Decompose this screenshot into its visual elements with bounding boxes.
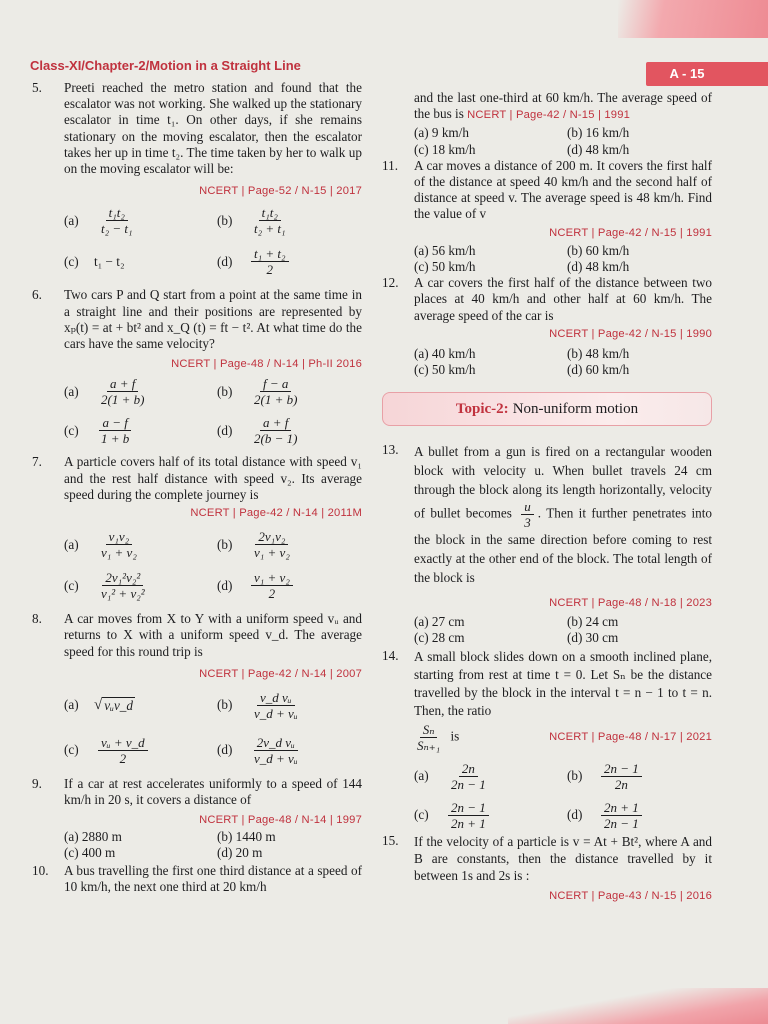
numerator: a + f xyxy=(107,376,138,392)
left-column xyxy=(32,80,362,895)
question-text: A bullet from a gun is fired on a rectangular wooden block with velocity u. When bullet travels 24 cm through the block along its length horizontally, velocity of bullet becomes xyxy=(414,444,712,521)
option-label: (c) xyxy=(64,253,79,269)
option-a[interactable] xyxy=(64,690,209,721)
option-c[interactable]: (c) 400 m xyxy=(64,844,116,860)
right-column xyxy=(382,80,712,904)
option-a[interactable]: (a) 40 km/h xyxy=(414,346,476,362)
ncert-reference: NCERT | Page-42 / N-15 | 1991 xyxy=(549,226,712,239)
numerator: 2n − 1 xyxy=(601,761,642,777)
option-b[interactable] xyxy=(217,690,362,721)
option-label: (a) xyxy=(64,536,79,552)
option-label: (b) xyxy=(217,697,233,713)
option-label: (c) xyxy=(64,422,79,438)
option-b[interactable] xyxy=(217,205,362,236)
question-14 xyxy=(382,648,712,831)
fraction xyxy=(98,735,148,766)
ncert-reference: NCERT | Page-42 / N-15 | 1991 xyxy=(467,109,631,122)
numerator: 2v₁²v₂² xyxy=(102,570,143,586)
option-b[interactable]: (b) 16 km/h xyxy=(567,125,630,141)
question-text: A bus travelling the first one third distance at a speed of 10 km/h, the next one third at 20 km/h xyxy=(64,863,362,895)
option-c[interactable]: (c) 50 km/h xyxy=(414,362,476,378)
denominator: v_d + vᵤ xyxy=(254,751,298,767)
corner-decoration xyxy=(618,0,768,38)
option-label: (c) xyxy=(64,742,79,758)
bottom-corner-decoration xyxy=(508,988,768,1024)
option-a[interactable] xyxy=(64,376,209,407)
option-label: (d) xyxy=(217,253,233,269)
option-label: (d) xyxy=(567,807,583,823)
option-d[interactable] xyxy=(567,800,712,831)
option-label: (b) xyxy=(217,383,233,399)
ncert-reference: NCERT | Page-48 / N-18 | 2023 xyxy=(549,597,712,610)
option-c[interactable]: (c) 18 km/h xyxy=(414,141,476,157)
option-c[interactable]: (c) 28 cm xyxy=(414,629,465,645)
option-label: (b) xyxy=(217,536,233,552)
numerator: t₁t₂ xyxy=(106,205,128,221)
denominator: 2n − 1 xyxy=(451,777,486,793)
denominator: v_d + vᵤ xyxy=(254,706,298,722)
fraction xyxy=(601,800,642,831)
question-text: A small block slides down on a smooth inclined plane, starting from rest at time t = 0. Let Sₙ be the distance travelled by the block in the interval t = n − 1 to t = n. Then, the ratio xyxy=(414,649,712,719)
option-text: t₁ − t₂ xyxy=(94,253,125,269)
fraction xyxy=(251,205,289,236)
option-label: (b) xyxy=(567,768,583,784)
option-b[interactable] xyxy=(567,761,712,792)
option-a[interactable]: (a) 9 km/h xyxy=(414,125,469,141)
question-10 xyxy=(32,863,362,895)
denominator: 2n − 1 xyxy=(604,816,639,832)
option-b[interactable]: (b) 24 cm xyxy=(567,613,619,629)
numerator: 2v_d vᵤ xyxy=(254,735,298,751)
option-d[interactable]: (d) 48 km/h xyxy=(567,259,630,275)
ratio-fraction xyxy=(414,722,443,753)
option-c[interactable]: (c) 50 km/h xyxy=(414,259,476,275)
numerator: vᵤ + v_d xyxy=(98,735,148,751)
option-label: (a) xyxy=(64,212,79,228)
denominator: t₂ − t₁ xyxy=(101,221,133,237)
fraction xyxy=(521,499,534,530)
option-d[interactable]: (d) 20 m xyxy=(217,844,263,860)
ncert-reference: NCERT | Page-42 / N-15 | 1990 xyxy=(549,327,712,340)
denominator: 2(b − 1) xyxy=(254,431,298,447)
option-d[interactable]: (d) 30 cm xyxy=(567,629,619,645)
question-number: 9. xyxy=(32,776,42,792)
question-text-continued: . Then it further penetrates into the block in the same direction before coming to rest exactly at the other end of the block. The total length of the block is xyxy=(414,505,712,586)
option-d[interactable] xyxy=(217,735,362,766)
question-9 xyxy=(32,776,362,861)
option-a[interactable] xyxy=(64,529,209,560)
ncert-reference: NCERT | Page-42 / N-14 | 2007 xyxy=(199,667,362,680)
option-b[interactable]: (b) 48 km/h xyxy=(567,346,630,362)
option-c[interactable] xyxy=(64,415,209,446)
question-number: 8. xyxy=(32,611,42,627)
sqrt-symbol: √ xyxy=(94,697,103,714)
question-text: A car moves a distance of 200 m. It covers the first half of the distance at speed 40 km/h and the second half of distance at speed v. The average speed is 48 km/h. Find the value of v xyxy=(414,157,712,222)
numerator: 2n − 1 xyxy=(448,800,489,816)
numerator: t₁ + t₂ xyxy=(251,246,289,262)
option-label: (c) xyxy=(414,807,429,823)
question-number: 11. xyxy=(382,157,398,173)
option-a[interactable]: (a) 56 km/h xyxy=(414,242,476,258)
fraction xyxy=(448,761,489,792)
question-number: 6. xyxy=(32,287,42,303)
question-8 xyxy=(32,611,362,766)
topic-title: Non-uniform motion xyxy=(512,401,639,418)
fraction xyxy=(251,570,293,601)
numerator: 2v₁v₂ xyxy=(255,529,288,545)
fraction xyxy=(98,529,140,560)
topic-banner xyxy=(382,392,712,426)
page-number: A - 15 xyxy=(669,66,705,81)
option-c[interactable] xyxy=(64,570,209,601)
ncert-reference: NCERT | Page-48 / N-17 | 2021 xyxy=(549,731,712,744)
option-label: (d) xyxy=(217,422,233,438)
option-c[interactable] xyxy=(414,800,559,831)
denominator: 2 xyxy=(266,262,274,278)
denominator: v₁ + v₂ xyxy=(254,545,290,561)
option-label: (d) xyxy=(217,577,233,593)
sqrt-content: vᵤv_d xyxy=(104,697,133,713)
topic-label: Topic-2: xyxy=(455,401,509,418)
question-10-continued xyxy=(382,90,712,158)
question-11 xyxy=(382,158,712,275)
fraction xyxy=(251,529,293,560)
option-a[interactable]: (a) 27 cm xyxy=(414,613,465,629)
numerator: v₁v₂ xyxy=(106,529,133,545)
fraction xyxy=(251,690,301,721)
question-6 xyxy=(32,287,362,446)
numerator: t₁t₂ xyxy=(259,205,281,221)
chapter-header: Class-XI/Chapter-2/Motion in a Straight Line xyxy=(30,58,301,73)
option-d[interactable] xyxy=(217,246,362,277)
option-a[interactable]: (a) 2880 m xyxy=(64,828,122,844)
option-b[interactable]: (b) 60 km/h xyxy=(567,242,630,258)
numerator: Sₙ xyxy=(420,722,438,738)
option-c[interactable] xyxy=(64,246,209,277)
question-number: 10. xyxy=(32,863,49,879)
fraction xyxy=(98,205,136,236)
ratio-is-text: is xyxy=(450,728,460,744)
option-b[interactable] xyxy=(217,376,362,407)
denominator: 2(1 + b) xyxy=(254,392,298,408)
denominator: v₁² + v₂² xyxy=(101,586,145,602)
numerator: v₁ + v₂ xyxy=(251,570,293,586)
fraction xyxy=(98,570,148,601)
question-number: 5. xyxy=(32,80,42,95)
option-a[interactable] xyxy=(414,761,559,792)
question-text: A car covers the first half of the distance between two places at 40 km/h and other half at 60 km/h. The average speed of the car is xyxy=(414,275,712,323)
question-number: 7. xyxy=(32,454,42,470)
fraction xyxy=(251,376,300,407)
denominator: 2n xyxy=(614,777,628,793)
option-a[interactable] xyxy=(64,205,209,236)
question-number: 12. xyxy=(382,275,399,291)
ncert-reference: NCERT | Page-43 / N-15 | 2016 xyxy=(549,890,712,903)
question-15 xyxy=(382,833,712,904)
numerator: f − a xyxy=(260,376,291,392)
question-13 xyxy=(382,442,712,646)
ncert-reference: NCERT | Page-48 / N-14 | Ph-II 2016 xyxy=(171,358,362,371)
denominator: Sₙ₊₁ xyxy=(417,738,441,754)
option-d[interactable]: (d) 60 km/h xyxy=(567,362,630,378)
denominator: 2(1 + b) xyxy=(101,392,145,408)
fraction xyxy=(98,376,147,407)
option-b[interactable]: (b) 1440 m xyxy=(217,828,276,844)
denominator: 2 xyxy=(268,586,276,602)
question-number: 15. xyxy=(382,833,399,849)
numerator: a + f xyxy=(260,415,291,431)
question-text: A car moves from X to Y with a uniform speed vᵤ and returns to X with a uniform speed v_d. The average speed for this round trip is xyxy=(64,611,362,659)
numerator: u xyxy=(521,499,534,515)
denominator: 2 xyxy=(119,751,127,767)
question-text: If a car at rest accelerates uniformly to a speed of 144 km/h in 20 s, it covers a distance of xyxy=(64,776,362,808)
option-label: (b) xyxy=(217,212,233,228)
question-text: If the velocity of a particle is v = At + Bt², where A and B are constants, then the distance travelled by it between 1s and 2s is : xyxy=(414,834,712,884)
question-text: and the last one-third at 60 km/h. The average speed of the bus is xyxy=(414,90,712,122)
denominator: 2n + 1 xyxy=(451,816,486,832)
numerator: 2n xyxy=(459,761,478,777)
question-number: 14. xyxy=(382,648,399,664)
question-12 xyxy=(382,275,712,378)
denominator: 3 xyxy=(524,515,531,531)
option-label: (c) xyxy=(64,577,79,593)
fraction xyxy=(98,415,132,446)
question-text: Two cars P and Q start from a point at the same time in a straight line and their positions are represented by xₚ(t) = at + bt² and x_Q (t) = ft − t². At what time do the cars have the same velocity? xyxy=(64,287,362,352)
ncert-reference: NCERT | Page-48 / N-14 | 1997 xyxy=(199,814,362,827)
question-text: Preeti reached the metro station and found that the escalator was not working. She walked up the stationary escalator in time t₁. On other days, if she remains stationary on the moving escalator, then the escalator takes her up in time t₂. The time taken by her to walk up on the moving escalator will be: xyxy=(64,80,362,177)
denominator: 1 + b xyxy=(101,431,130,447)
question-5 xyxy=(32,80,362,277)
option-b[interactable] xyxy=(217,529,362,560)
fraction xyxy=(251,246,289,277)
ncert-reference: NCERT | Page-42 / N-14 | 2011M xyxy=(190,507,362,520)
denominator: v₁ + v₂ xyxy=(101,545,137,561)
numerator: v_d vᵤ xyxy=(257,690,295,706)
option-label: (d) xyxy=(217,742,233,758)
question-number: 13. xyxy=(382,442,399,458)
numerator: a − f xyxy=(99,415,130,431)
denominator: t₂ + t₁ xyxy=(254,221,286,237)
fraction xyxy=(251,415,300,446)
option-label: (a) xyxy=(64,697,79,713)
fraction xyxy=(251,735,301,766)
fraction xyxy=(448,800,489,831)
fraction xyxy=(601,761,642,792)
option-d[interactable] xyxy=(217,415,362,446)
option-d[interactable] xyxy=(217,570,362,601)
option-label: (a) xyxy=(414,768,429,784)
numerator: 2n + 1 xyxy=(601,800,642,816)
option-label: (a) xyxy=(64,383,79,399)
ncert-reference: NCERT | Page-52 / N-15 | 2017 xyxy=(199,185,362,198)
question-7 xyxy=(32,454,362,601)
question-text: A particle covers half of its total distance with speed v₁ and the rest half distance with speed v₂. Its average speed during the complete journey is xyxy=(64,454,362,502)
option-c[interactable] xyxy=(64,735,209,766)
option-d[interactable]: (d) 48 km/h xyxy=(567,141,630,157)
